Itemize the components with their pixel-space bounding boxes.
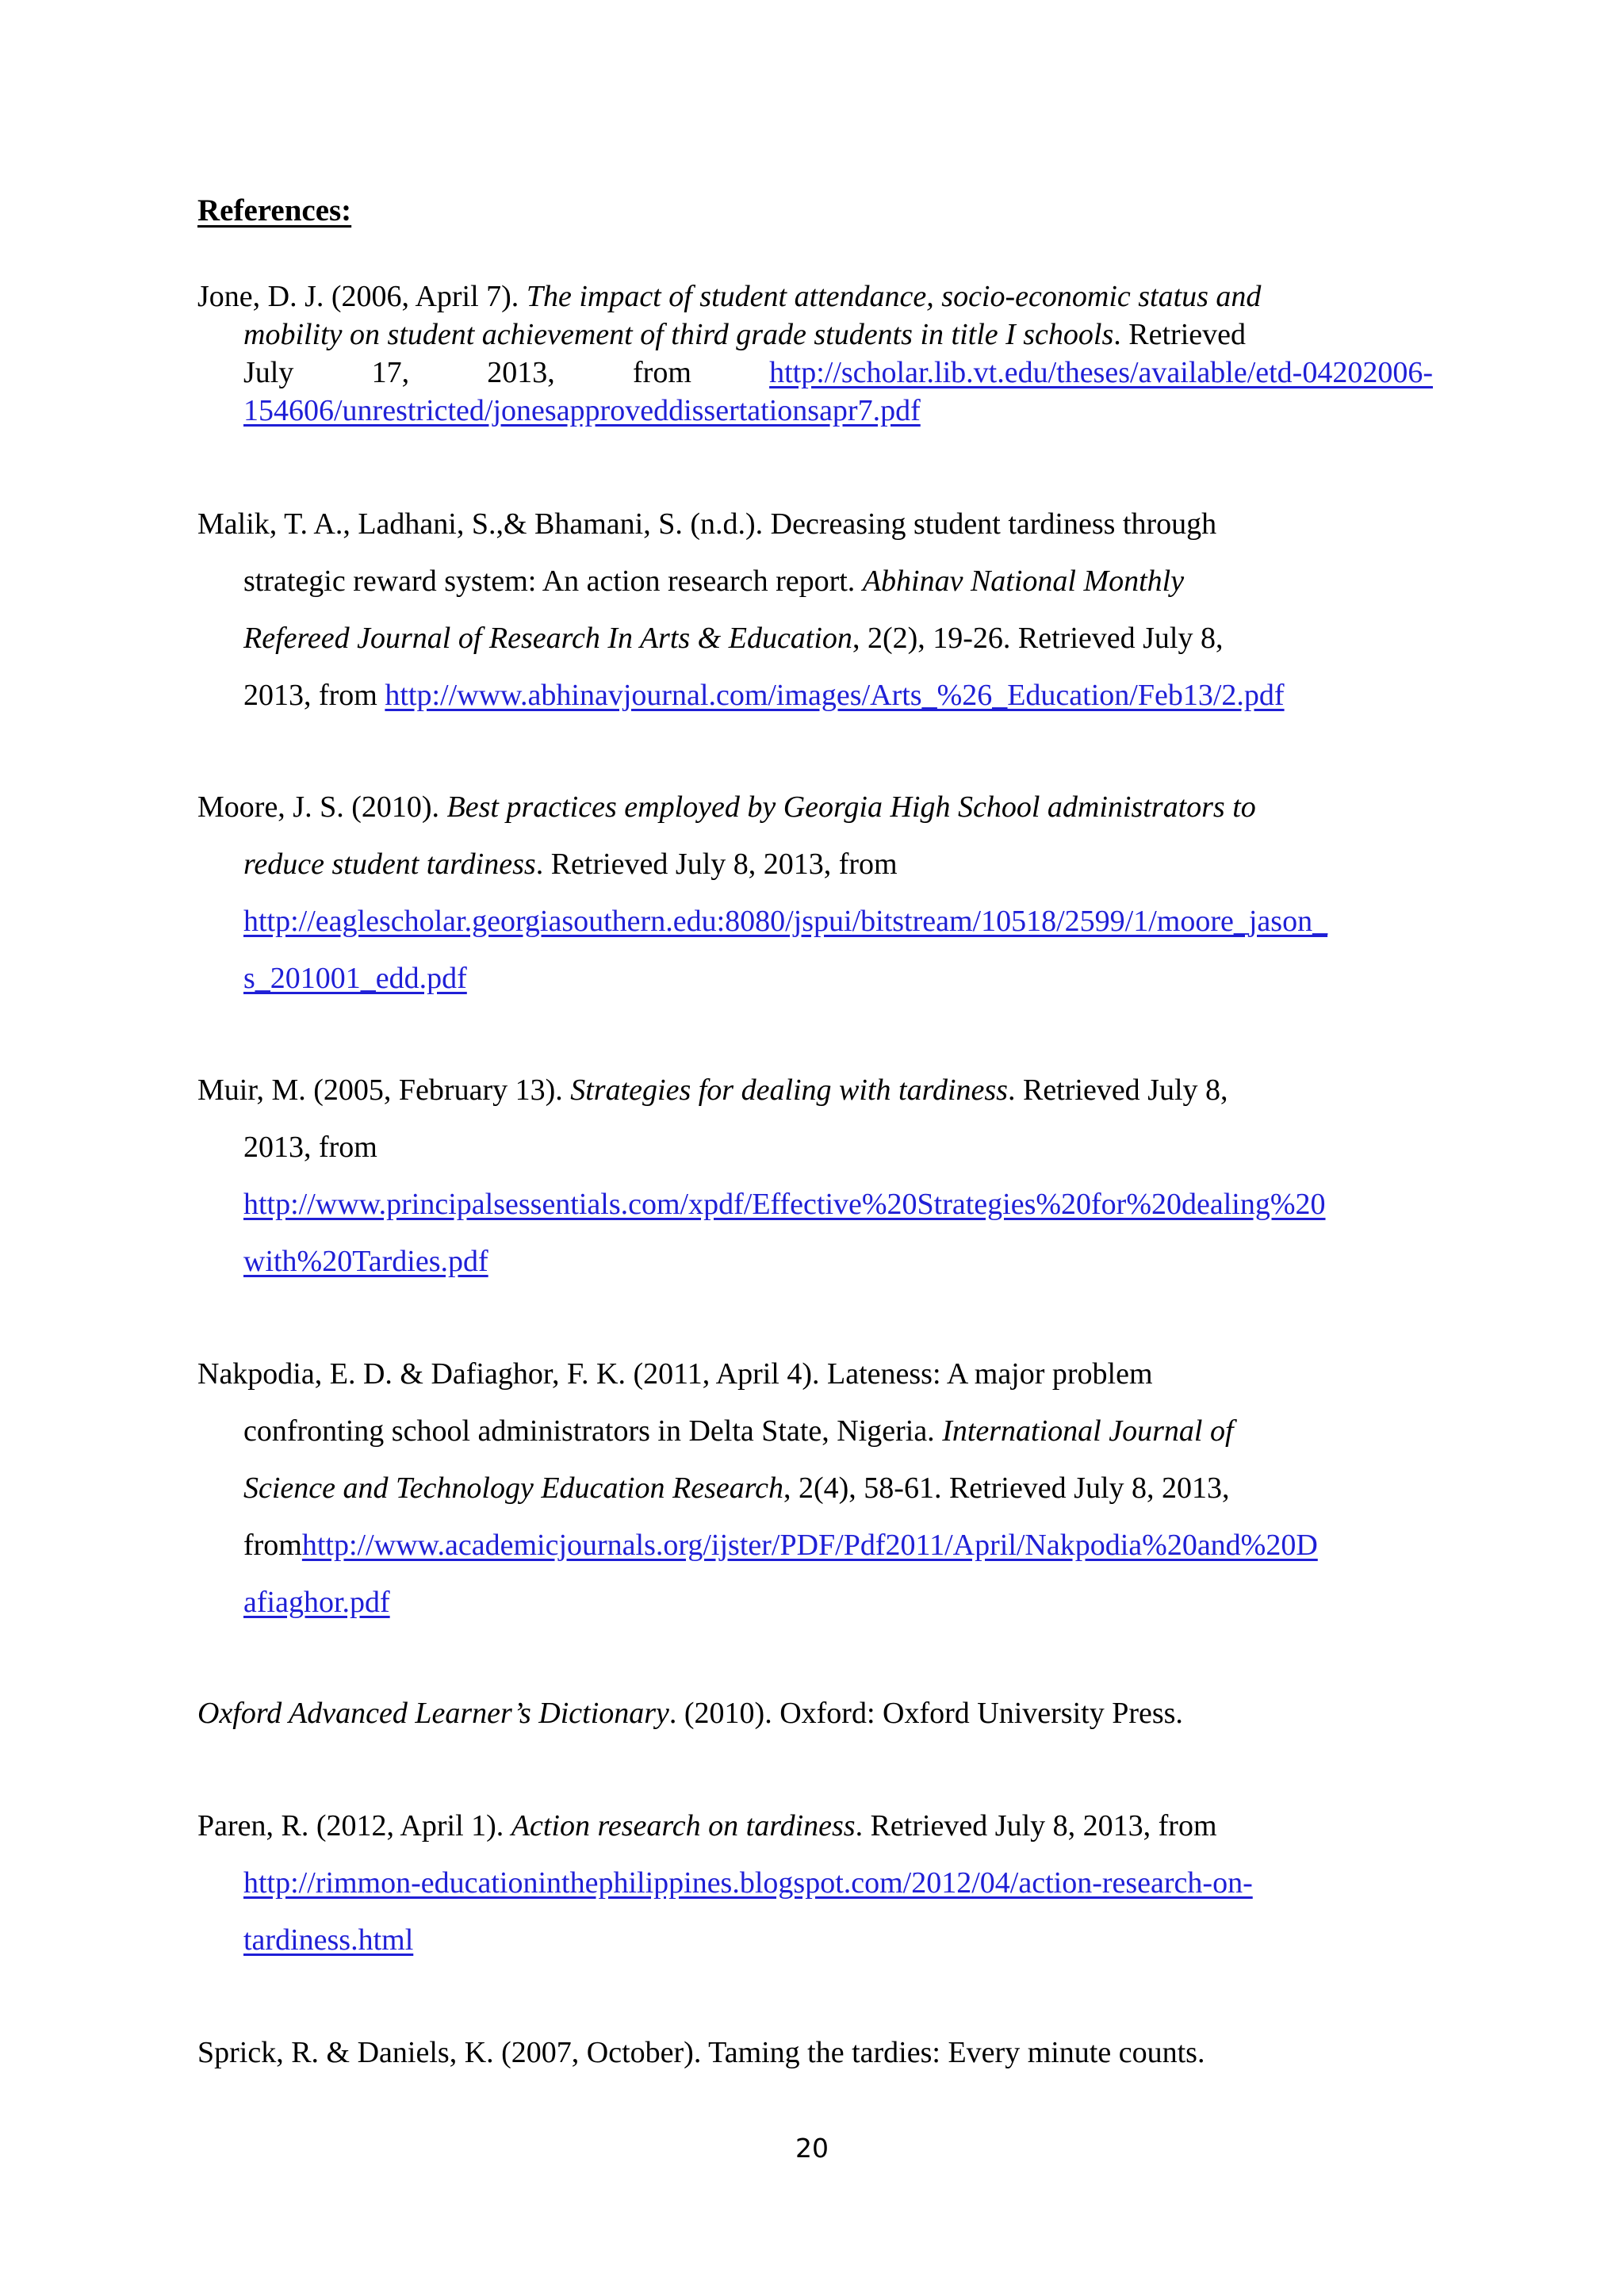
- reference-line: [197, 1854, 1434, 1911]
- reference-link[interactable]: 154606/unrestricted/jonesapproveddissertationsapr7.pdf: [243, 394, 921, 427]
- reference-line: Muir, M. (2005, February 13). Strategies for dealing with tardiness. Retrieved July 8,: [197, 1073, 1228, 1107]
- reference-entry-muir: [197, 1062, 1434, 1290]
- reference-link[interactable]: s_201001_edd.pdf: [243, 962, 467, 995]
- reference-line: confronting school administrators in Delta State, Nigeria. International Journal of: [243, 1414, 1234, 1448]
- reference-line: Moore, J. S. (2010). Best practices employed by Georgia High School administrators to: [197, 790, 1256, 824]
- reference-link[interactable]: http://www.principalsessentials.com/xpdf/Effective%20Strategies%20for%20dealing%20: [243, 1188, 1326, 1221]
- reference-entry-malik: [197, 496, 1434, 724]
- reference-line: Refereed Journal of Research In Arts & Education, 2(2), 19-26. Retrieved July 8,: [243, 622, 1224, 655]
- reference-link[interactable]: afiaghor.pdf: [243, 1586, 390, 1619]
- reference-link[interactable]: http://eaglescholar.georgiasouthern.edu:8080/jspui/bitstream/10518/2599/1/moore_jason_: [243, 905, 1328, 938]
- reference-line: [197, 1911, 1434, 1969]
- reference-line: Nakpodia, E. D. & Dafiaghor, F. K. (2011, April 4). Lateness: A major problem: [197, 1357, 1153, 1391]
- reference-line: reduce student tardiness. Retrieved July 8, 2013, from: [243, 848, 898, 881]
- reference-entry-oxford: [197, 1685, 1434, 1742]
- reference-entry-paren: [197, 1797, 1434, 1969]
- reference-line: fromhttp://www.academicjournals.org/ijster/PDF/Pdf2011/April/Nakpodia%20and%20D: [243, 1529, 1318, 1562]
- reference-link[interactable]: http://www.abhinavjournal.com/images/Arts_%26_Education/Feb13/2.pdf: [385, 679, 1285, 712]
- reference-entry-nakpodia: [197, 1345, 1434, 1631]
- reference-line: 2013, from: [243, 1131, 377, 1164]
- reference-line: mobility on student achievement of third grade students in title I schools. Retrieved: [243, 318, 1246, 351]
- reference-line: [197, 392, 1434, 430]
- reference-line: Malik, T. A., Ladhani, S.,& Bhamani, S. (n.d.). Decreasing student tardiness through: [197, 507, 1217, 541]
- reference-link[interactable]: tardiness.html: [243, 1923, 414, 1957]
- reference-entry-moore: [197, 779, 1434, 1007]
- reference-line: Jone, D. J. (2006, April 7). The impact of student attendance, socio-economic status and: [197, 280, 1262, 313]
- reference-line: [197, 1176, 1434, 1233]
- reference-link[interactable]: with%20Tardies.pdf: [243, 1245, 488, 1278]
- reference-line: Sprick, R. & Daniels, K. (2007, October). Taming the tardies: Every minute counts.: [197, 2036, 1205, 2069]
- reference-line: [197, 893, 1434, 950]
- reference-line: Science and Technology Education Research, 2(4), 58-61. Retrieved July 8, 2013,: [243, 1471, 1230, 1505]
- references-heading: References:: [197, 193, 352, 228]
- reference-line: July 17, 2013, from http://scholar.lib.vt.edu/theses/available/etd-04202006-: [197, 354, 1433, 392]
- reference-line: 2013, from http://www.abhinavjournal.com/images/Arts_%26_Education/Feb13/2.pdf: [243, 679, 1285, 712]
- page-number: 20: [795, 2133, 829, 2164]
- reference-line: Paren, R. (2012, April 1). Action research on tardiness. Retrieved July 8, 2013, from: [197, 1809, 1217, 1843]
- reference-link[interactable]: http://www.academicjournals.org/ijster/PDF/Pdf2011/April/Nakpodia%20and%20D: [301, 1529, 1318, 1562]
- reference-line: [197, 1574, 1434, 1631]
- reference-link[interactable]: http://rimmon-educationinthephilippines.blogspot.com/2012/04/action-research-on-: [243, 1866, 1253, 1900]
- reference-line: [197, 950, 1434, 1007]
- reference-link[interactable]: http://scholar.lib.vt.edu/theses/available/etd-04202006-: [769, 356, 1433, 389]
- reference-line: [197, 1233, 1434, 1290]
- reference-line: strategic reward system: An action research report. Abhinav National Monthly: [243, 564, 1185, 598]
- reference-line: Oxford Advanced Learner’s Dictionary. (2010). Oxford: Oxford University Press.: [197, 1697, 1183, 1730]
- reference-entry-jone: [197, 277, 1434, 430]
- reference-entry-sprick: [197, 2024, 1434, 2081]
